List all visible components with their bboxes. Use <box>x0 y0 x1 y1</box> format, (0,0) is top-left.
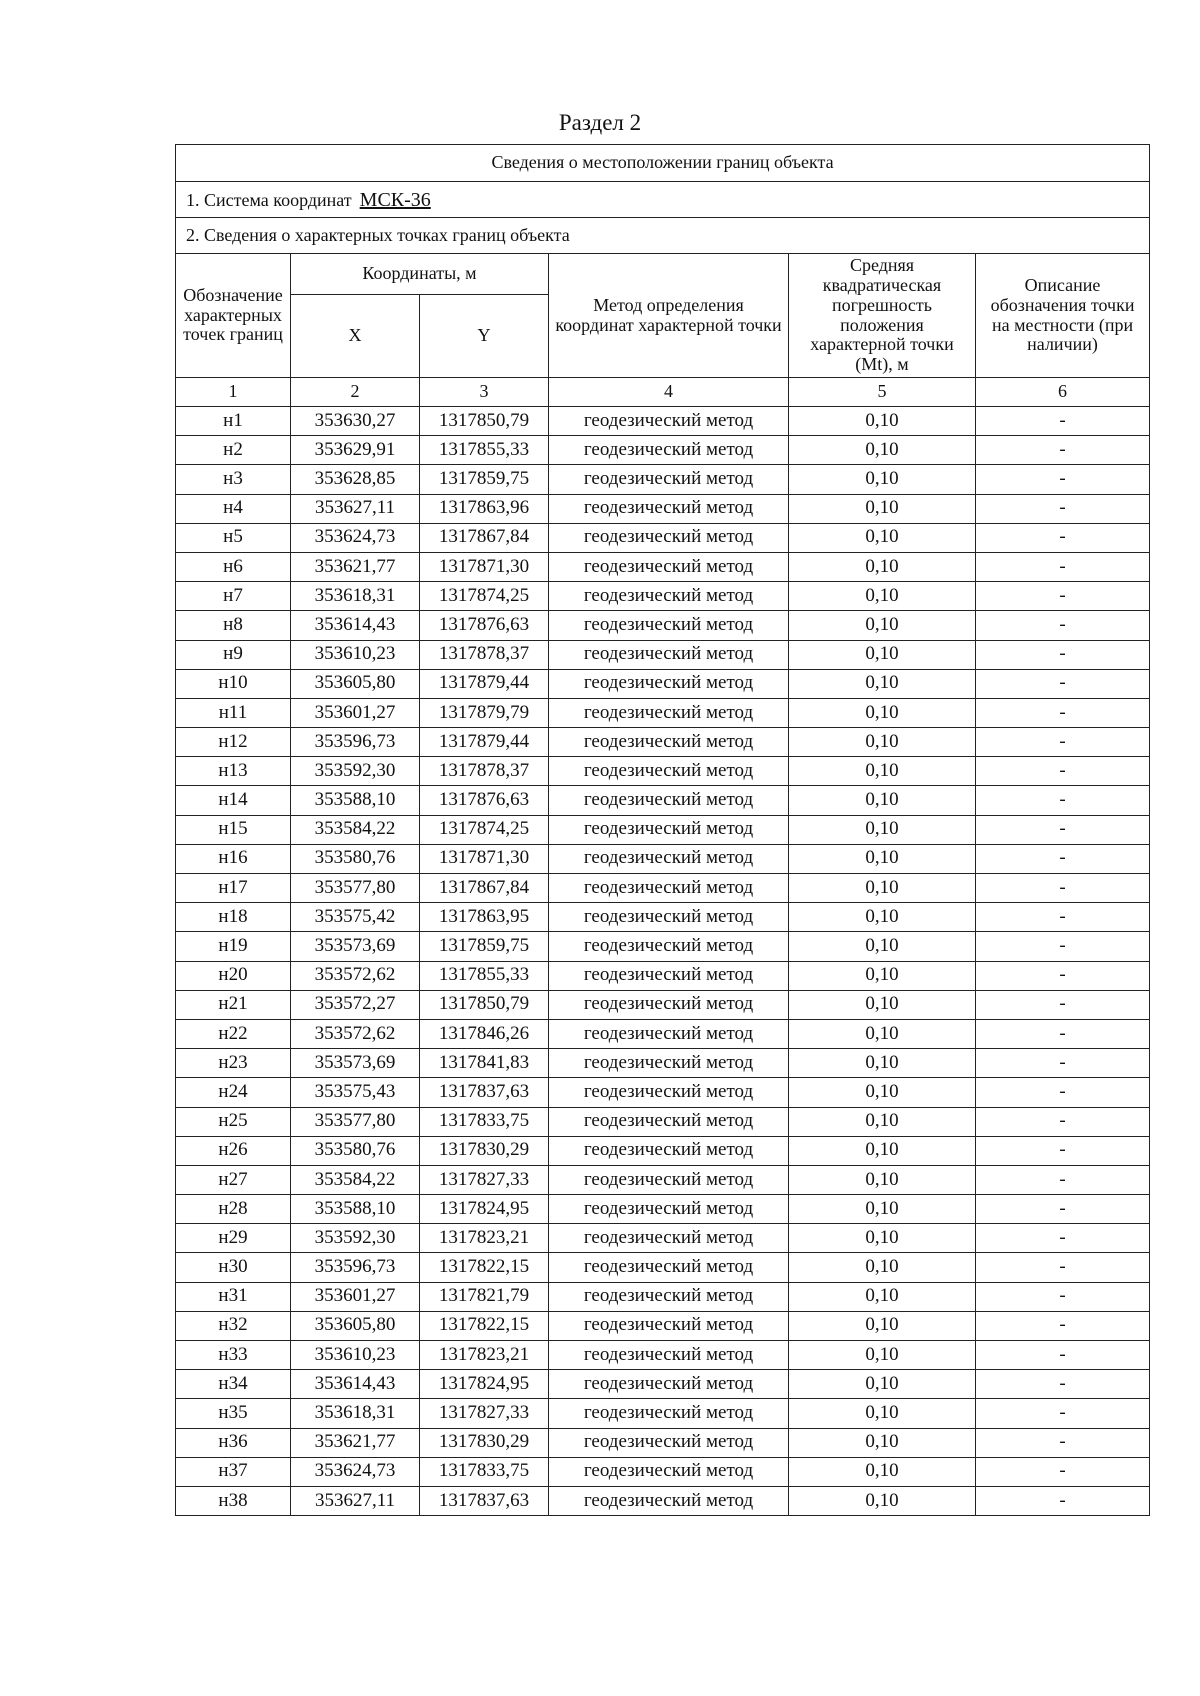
description-cell: - <box>976 669 1150 698</box>
y-coordinate-cell: 1317871,30 <box>420 552 549 581</box>
point-id-cell: н30 <box>176 1253 291 1282</box>
y-coordinate-cell: 1317879,44 <box>420 669 549 698</box>
accuracy-cell: 0,10 <box>789 698 976 727</box>
accuracy-cell: 0,10 <box>789 786 976 815</box>
x-coordinate-cell: 353573,69 <box>291 1049 420 1078</box>
y-coordinate-cell: 1317867,84 <box>420 523 549 552</box>
x-coordinate-cell: 353621,77 <box>291 552 420 581</box>
method-cell: геодезический метод <box>549 990 789 1019</box>
point-id-cell: н23 <box>176 1049 291 1078</box>
description-cell: - <box>976 990 1150 1019</box>
method-cell: геодезический метод <box>549 1486 789 1515</box>
description-cell: - <box>976 728 1150 757</box>
method-cell: геодезический метод <box>549 1341 789 1370</box>
x-coordinate-cell: 353605,80 <box>291 1311 420 1340</box>
method-cell: геодезический метод <box>549 1224 789 1253</box>
accuracy-cell: 0,10 <box>789 1282 976 1311</box>
method-cell: геодезический метод <box>549 1311 789 1340</box>
accuracy-cell: 0,10 <box>789 669 976 698</box>
description-cell: - <box>976 436 1150 465</box>
y-coordinate-cell: 1317878,37 <box>420 640 549 669</box>
accuracy-cell: 0,10 <box>789 903 976 932</box>
table-row <box>176 757 1150 786</box>
table-row <box>176 465 1150 494</box>
x-coordinate-cell: 353614,43 <box>291 611 420 640</box>
table-row <box>176 1224 1150 1253</box>
accuracy-cell: 0,10 <box>789 1107 976 1136</box>
description-cell: - <box>976 1165 1150 1194</box>
method-cell: геодезический метод <box>549 523 789 552</box>
accuracy-cell: 0,10 <box>789 523 976 552</box>
table-row <box>176 1078 1150 1107</box>
x-coordinate-cell: 353621,77 <box>291 1428 420 1457</box>
point-id-cell: н8 <box>176 611 291 640</box>
y-coordinate-cell: 1317846,26 <box>420 1019 549 1048</box>
table-row <box>176 990 1150 1019</box>
y-coordinate-cell: 1317841,83 <box>420 1049 549 1078</box>
table-row <box>176 1049 1150 1078</box>
table-row <box>176 640 1150 669</box>
point-id-cell: н20 <box>176 961 291 990</box>
y-coordinate-cell: 1317822,15 <box>420 1253 549 1282</box>
method-cell: геодезический метод <box>549 1399 789 1428</box>
method-cell: геодезический метод <box>549 1165 789 1194</box>
y-coordinate-cell: 1317879,79 <box>420 698 549 727</box>
description-cell: - <box>976 1136 1150 1165</box>
y-coordinate-cell: 1317833,75 <box>420 1107 549 1136</box>
table-row <box>176 582 1150 611</box>
point-id-cell: н34 <box>176 1370 291 1399</box>
x-coordinate-cell: 353605,80 <box>291 669 420 698</box>
x-coordinate-cell: 353627,11 <box>291 494 420 523</box>
accuracy-cell: 0,10 <box>789 582 976 611</box>
header-accuracy: Средняя квадратическая погрешность положения характерной точки (Mt), м <box>789 254 976 378</box>
header-method: Метод определения координат характерной точки <box>549 254 789 378</box>
method-cell: геодезический метод <box>549 1195 789 1224</box>
x-coordinate-cell: 353629,91 <box>291 436 420 465</box>
y-coordinate-cell: 1317824,95 <box>420 1195 549 1224</box>
x-coordinate-cell: 353584,22 <box>291 815 420 844</box>
point-id-cell: н37 <box>176 1457 291 1486</box>
y-coordinate-cell: 1317855,33 <box>420 436 549 465</box>
accuracy-cell: 0,10 <box>789 1165 976 1194</box>
y-coordinate-cell: 1317871,30 <box>420 844 549 873</box>
description-cell: - <box>976 1341 1150 1370</box>
method-cell: геодезический метод <box>549 844 789 873</box>
table-row <box>176 1253 1150 1282</box>
header-description: Описание обозначения точки на местности (при наличии) <box>976 254 1150 378</box>
x-coordinate-cell: 353575,43 <box>291 1078 420 1107</box>
description-cell: - <box>976 1195 1150 1224</box>
coord-system-label: 1. Система координат <box>186 189 352 210</box>
accuracy-cell: 0,10 <box>789 436 976 465</box>
y-coordinate-cell: 1317827,33 <box>420 1399 549 1428</box>
accuracy-cell: 0,10 <box>789 1399 976 1428</box>
description-cell: - <box>976 844 1150 873</box>
y-coordinate-cell: 1317837,63 <box>420 1486 549 1515</box>
x-coordinate-cell: 353577,80 <box>291 874 420 903</box>
x-coordinate-cell: 353588,10 <box>291 786 420 815</box>
x-coordinate-cell: 353572,62 <box>291 1019 420 1048</box>
point-id-cell: н18 <box>176 903 291 932</box>
y-coordinate-cell: 1317876,63 <box>420 611 549 640</box>
point-id-cell: н7 <box>176 582 291 611</box>
y-coordinate-cell: 1317830,29 <box>420 1428 549 1457</box>
y-coordinate-cell: 1317824,95 <box>420 1370 549 1399</box>
method-cell: геодезический метод <box>549 874 789 903</box>
table-row <box>176 611 1150 640</box>
point-id-cell: н28 <box>176 1195 291 1224</box>
description-cell: - <box>976 1370 1150 1399</box>
header-designation: Обозначение характерных точек границ <box>176 254 291 378</box>
accuracy-cell: 0,10 <box>789 815 976 844</box>
table-row <box>176 1282 1150 1311</box>
y-coordinate-cell: 1317876,63 <box>420 786 549 815</box>
point-id-cell: н22 <box>176 1019 291 1048</box>
description-cell: - <box>976 874 1150 903</box>
y-coordinate-cell: 1317863,95 <box>420 903 549 932</box>
point-id-cell: н15 <box>176 815 291 844</box>
header-y: Y <box>420 295 549 378</box>
description-cell: - <box>976 932 1150 961</box>
table-row <box>176 932 1150 961</box>
point-id-cell: н31 <box>176 1282 291 1311</box>
point-id-cell: н5 <box>176 523 291 552</box>
description-cell: - <box>976 1399 1150 1428</box>
x-coordinate-cell: 353610,23 <box>291 1341 420 1370</box>
table-row <box>176 1107 1150 1136</box>
point-id-cell: н33 <box>176 1341 291 1370</box>
table-row <box>176 1165 1150 1194</box>
accuracy-cell: 0,10 <box>789 1195 976 1224</box>
description-cell: - <box>976 465 1150 494</box>
y-coordinate-cell: 1317863,96 <box>420 494 549 523</box>
table-row <box>176 494 1150 523</box>
point-id-cell: н25 <box>176 1107 291 1136</box>
method-cell: геодезический метод <box>549 728 789 757</box>
accuracy-cell: 0,10 <box>789 874 976 903</box>
point-id-cell: н16 <box>176 844 291 873</box>
method-cell: геодезический метод <box>549 1078 789 1107</box>
column-numbers-row <box>176 378 1150 407</box>
coord-system-value: МСК-36 <box>359 188 431 211</box>
description-cell: - <box>976 815 1150 844</box>
table-row <box>176 669 1150 698</box>
x-coordinate-cell: 353630,27 <box>291 407 420 436</box>
x-coordinate-cell: 353627,11 <box>291 1486 420 1515</box>
table-row <box>176 552 1150 581</box>
point-id-cell: н27 <box>176 1165 291 1194</box>
method-cell: геодезический метод <box>549 1370 789 1399</box>
point-id-cell: н9 <box>176 640 291 669</box>
method-cell: геодезический метод <box>549 698 789 727</box>
description-cell: - <box>976 494 1150 523</box>
x-coordinate-cell: 353584,22 <box>291 1165 420 1194</box>
section-title: Раздел 2 <box>558 110 642 135</box>
description-cell: - <box>976 961 1150 990</box>
y-coordinate-cell: 1317874,25 <box>420 815 549 844</box>
coord-system-row <box>176 182 1150 218</box>
accuracy-cell: 0,10 <box>789 611 976 640</box>
description-cell: - <box>976 1019 1150 1048</box>
table-row <box>176 1370 1150 1399</box>
table-row <box>176 523 1150 552</box>
y-coordinate-cell: 1317859,75 <box>420 932 549 961</box>
x-coordinate-cell: 353624,73 <box>291 523 420 552</box>
accuracy-cell: 0,10 <box>789 552 976 581</box>
table-row <box>176 1399 1150 1428</box>
x-coordinate-cell: 353610,23 <box>291 640 420 669</box>
y-coordinate-cell: 1317850,79 <box>420 407 549 436</box>
point-id-cell: н6 <box>176 552 291 581</box>
method-cell: геодезический метод <box>549 436 789 465</box>
y-coordinate-cell: 1317855,33 <box>420 961 549 990</box>
accuracy-cell: 0,10 <box>789 1341 976 1370</box>
method-cell: геодезический метод <box>549 1019 789 1048</box>
description-cell: - <box>976 1049 1150 1078</box>
x-coordinate-cell: 353596,73 <box>291 1253 420 1282</box>
method-cell: геодезический метод <box>549 407 789 436</box>
description-cell: - <box>976 611 1150 640</box>
y-coordinate-cell: 1317859,75 <box>420 465 549 494</box>
method-cell: геодезический метод <box>549 1428 789 1457</box>
table-row <box>176 1486 1150 1515</box>
description-cell: - <box>976 523 1150 552</box>
point-id-cell: н13 <box>176 757 291 786</box>
table-row <box>176 1428 1150 1457</box>
x-coordinate-cell: 353596,73 <box>291 728 420 757</box>
point-id-cell: н1 <box>176 407 291 436</box>
y-coordinate-cell: 1317823,21 <box>420 1341 549 1370</box>
point-id-cell: н21 <box>176 990 291 1019</box>
point-id-cell: н35 <box>176 1399 291 1428</box>
description-cell: - <box>976 407 1150 436</box>
method-cell: геодезический метод <box>549 640 789 669</box>
method-cell: геодезический метод <box>549 465 789 494</box>
point-id-cell: н2 <box>176 436 291 465</box>
y-coordinate-cell: 1317830,29 <box>420 1136 549 1165</box>
accuracy-cell: 0,10 <box>789 961 976 990</box>
method-cell: геодезический метод <box>549 1049 789 1078</box>
point-id-cell: н11 <box>176 698 291 727</box>
table-row <box>176 1136 1150 1165</box>
table-row <box>176 874 1150 903</box>
method-cell: геодезический метод <box>549 582 789 611</box>
x-coordinate-cell: 353624,73 <box>291 1457 420 1486</box>
table-row <box>176 1457 1150 1486</box>
y-coordinate-cell: 1317850,79 <box>420 990 549 1019</box>
method-cell: геодезический метод <box>549 494 789 523</box>
point-id-cell: н17 <box>176 874 291 903</box>
point-id-cell: н36 <box>176 1428 291 1457</box>
accuracy-cell: 0,10 <box>789 640 976 669</box>
table-row <box>176 436 1150 465</box>
x-coordinate-cell: 353614,43 <box>291 1370 420 1399</box>
accuracy-cell: 0,10 <box>789 1457 976 1486</box>
description-cell: - <box>976 582 1150 611</box>
header-coordinates: Координаты, м <box>291 254 549 295</box>
point-id-cell: н4 <box>176 494 291 523</box>
accuracy-cell: 0,10 <box>789 844 976 873</box>
y-coordinate-cell: 1317837,63 <box>420 1078 549 1107</box>
point-id-cell: н32 <box>176 1311 291 1340</box>
y-coordinate-cell: 1317833,75 <box>420 1457 549 1486</box>
method-cell: геодезический метод <box>549 961 789 990</box>
description-cell: - <box>976 1282 1150 1311</box>
x-coordinate-cell: 353592,30 <box>291 757 420 786</box>
description-cell: - <box>976 1457 1150 1486</box>
column-number: 6 <box>976 378 1150 407</box>
y-coordinate-cell: 1317827,33 <box>420 1165 549 1194</box>
column-number: 5 <box>789 378 976 407</box>
x-coordinate-cell: 353601,27 <box>291 698 420 727</box>
accuracy-cell: 0,10 <box>789 494 976 523</box>
x-coordinate-cell: 353601,27 <box>291 1282 420 1311</box>
column-number: 2 <box>291 378 420 407</box>
x-coordinate-cell: 353572,27 <box>291 990 420 1019</box>
accuracy-cell: 0,10 <box>789 1253 976 1282</box>
table-row <box>176 786 1150 815</box>
table-title: Сведения о местоположении границ объекта <box>176 145 1150 182</box>
description-cell: - <box>976 1311 1150 1340</box>
method-cell: геодезический метод <box>549 1282 789 1311</box>
accuracy-cell: 0,10 <box>789 757 976 786</box>
point-id-cell: н12 <box>176 728 291 757</box>
x-coordinate-cell: 353580,76 <box>291 1136 420 1165</box>
description-cell: - <box>976 552 1150 581</box>
description-cell: - <box>976 786 1150 815</box>
x-coordinate-cell: 353628,85 <box>291 465 420 494</box>
point-id-cell: н29 <box>176 1224 291 1253</box>
y-coordinate-cell: 1317878,37 <box>420 757 549 786</box>
description-cell: - <box>976 1486 1150 1515</box>
points-caption: 2. Сведения о характерных точках границ объекта <box>176 218 1150 254</box>
accuracy-cell: 0,10 <box>789 1311 976 1340</box>
table-row <box>176 1195 1150 1224</box>
description-cell: - <box>976 698 1150 727</box>
accuracy-cell: 0,10 <box>789 1370 976 1399</box>
point-id-cell: н26 <box>176 1136 291 1165</box>
accuracy-cell: 0,10 <box>789 1224 976 1253</box>
accuracy-cell: 0,10 <box>789 932 976 961</box>
accuracy-cell: 0,10 <box>789 1428 976 1457</box>
table-row <box>176 1311 1150 1340</box>
x-coordinate-cell: 353577,80 <box>291 1107 420 1136</box>
x-coordinate-cell: 353618,31 <box>291 582 420 611</box>
table-row <box>176 961 1150 990</box>
point-id-cell: н38 <box>176 1486 291 1515</box>
column-number: 4 <box>549 378 789 407</box>
method-cell: геодезический метод <box>549 611 789 640</box>
point-id-cell: н24 <box>176 1078 291 1107</box>
method-cell: геодезический метод <box>549 1457 789 1486</box>
description-cell: - <box>976 1078 1150 1107</box>
table-row <box>176 1019 1150 1048</box>
y-coordinate-cell: 1317821,79 <box>420 1282 549 1311</box>
column-number: 3 <box>420 378 549 407</box>
boundary-points-table <box>175 144 1150 1516</box>
accuracy-cell: 0,10 <box>789 1049 976 1078</box>
x-coordinate-cell: 353580,76 <box>291 844 420 873</box>
x-coordinate-cell: 353588,10 <box>291 1195 420 1224</box>
y-coordinate-cell: 1317823,21 <box>420 1224 549 1253</box>
column-number: 1 <box>176 378 291 407</box>
y-coordinate-cell: 1317822,15 <box>420 1311 549 1340</box>
method-cell: геодезический метод <box>549 552 789 581</box>
method-cell: геодезический метод <box>549 669 789 698</box>
accuracy-cell: 0,10 <box>789 1019 976 1048</box>
method-cell: геодезический метод <box>549 932 789 961</box>
table-row <box>176 903 1150 932</box>
point-id-cell: н19 <box>176 932 291 961</box>
description-cell: - <box>976 1253 1150 1282</box>
table-row <box>176 728 1150 757</box>
accuracy-cell: 0,10 <box>789 1078 976 1107</box>
method-cell: геодезический метод <box>549 1107 789 1136</box>
x-coordinate-cell: 353618,31 <box>291 1399 420 1428</box>
method-cell: геодезический метод <box>549 1136 789 1165</box>
method-cell: геодезический метод <box>549 786 789 815</box>
description-cell: - <box>976 640 1150 669</box>
table-row <box>176 1341 1150 1370</box>
x-coordinate-cell: 353575,42 <box>291 903 420 932</box>
method-cell: геодезический метод <box>549 1253 789 1282</box>
accuracy-cell: 0,10 <box>789 407 976 436</box>
y-coordinate-cell: 1317874,25 <box>420 582 549 611</box>
description-cell: - <box>976 1107 1150 1136</box>
method-cell: геодезический метод <box>549 815 789 844</box>
table-row <box>176 844 1150 873</box>
method-cell: геодезический метод <box>549 903 789 932</box>
accuracy-cell: 0,10 <box>789 728 976 757</box>
table-row <box>176 407 1150 436</box>
description-cell: - <box>976 903 1150 932</box>
point-id-cell: н3 <box>176 465 291 494</box>
header-x: X <box>291 295 420 378</box>
point-id-cell: н10 <box>176 669 291 698</box>
x-coordinate-cell: 353573,69 <box>291 932 420 961</box>
x-coordinate-cell: 353592,30 <box>291 1224 420 1253</box>
accuracy-cell: 0,10 <box>789 465 976 494</box>
description-cell: - <box>976 757 1150 786</box>
accuracy-cell: 0,10 <box>789 990 976 1019</box>
accuracy-cell: 0,10 <box>789 1486 976 1515</box>
table-row <box>176 815 1150 844</box>
y-coordinate-cell: 1317879,44 <box>420 728 549 757</box>
accuracy-cell: 0,10 <box>789 1136 976 1165</box>
y-coordinate-cell: 1317867,84 <box>420 874 549 903</box>
x-coordinate-cell: 353572,62 <box>291 961 420 990</box>
method-cell: геодезический метод <box>549 757 789 786</box>
point-id-cell: н14 <box>176 786 291 815</box>
description-cell: - <box>976 1224 1150 1253</box>
description-cell: - <box>976 1428 1150 1457</box>
table-row <box>176 698 1150 727</box>
